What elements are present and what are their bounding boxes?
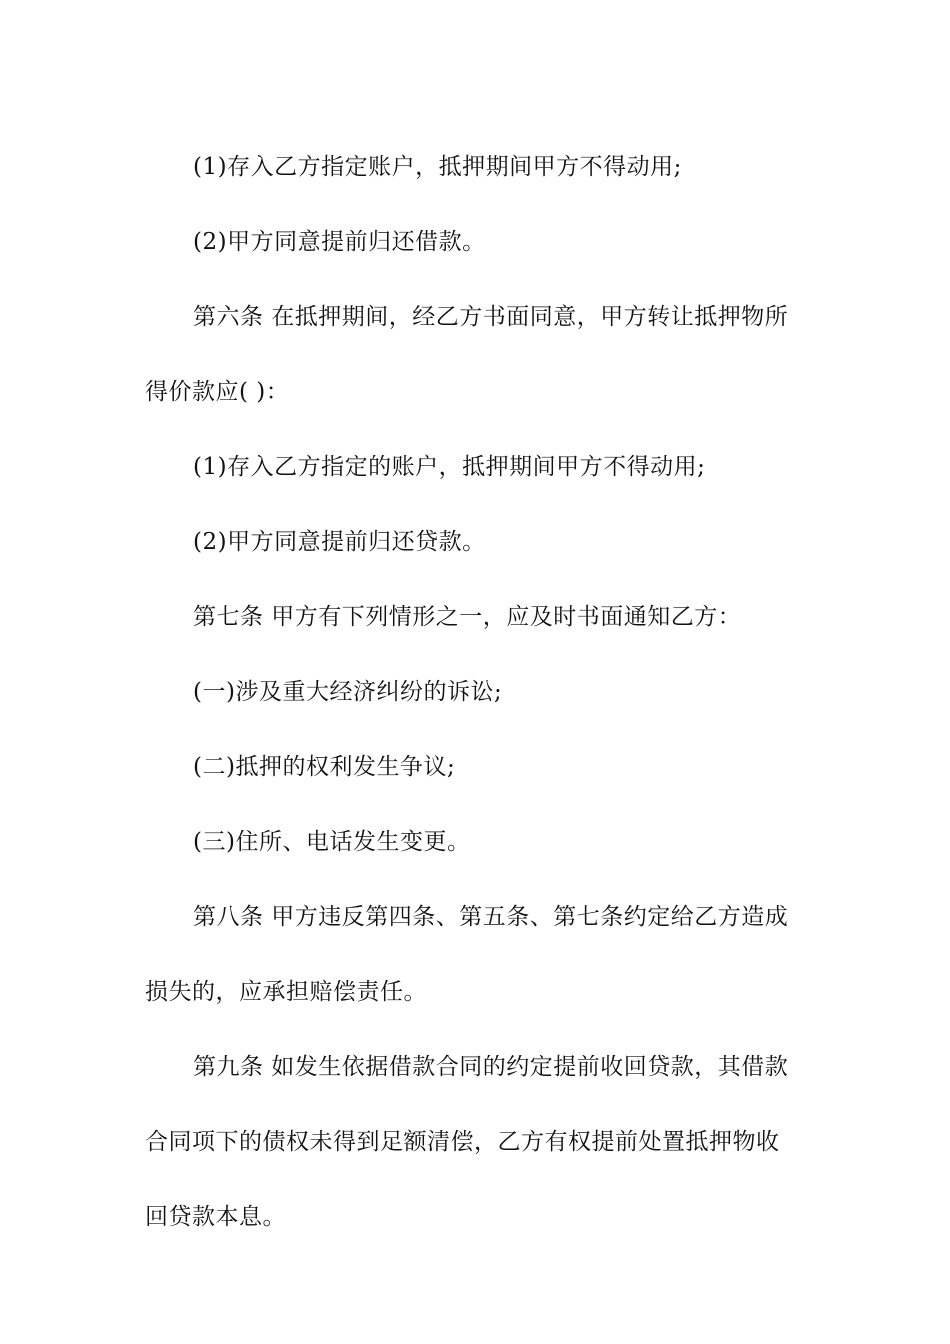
article-7-line: 第七条 甲方有下列情形之一，应及时书面通知乙方： (193, 604, 742, 630)
article-8-continuation: 损失的，应承担赔偿责任。 (145, 979, 427, 1005)
clause-line: (1)存入乙方指定账户，抵押期间甲方不得动用; (193, 154, 682, 180)
clause-line: (2)甲方同意提前归还借款。 (193, 229, 486, 255)
clause-line: (1)存入乙方指定的账户，抵押期间甲方不得动用; (193, 454, 706, 480)
document-body (145, 130, 810, 1255)
article-9-continuation: 回贷款本息。 (145, 1204, 286, 1230)
article-9-continuation: 合同项下的债权未得到足额清偿，乙方有权提前处置抵押物收 (145, 1129, 780, 1155)
clause-line: (2)甲方同意提前归还贷款。 (193, 529, 486, 555)
clause-line: (三)住所、电话发生变更。 (193, 829, 471, 855)
clause-line: (二)抵押的权利发生争议; (193, 754, 456, 780)
article-6-line: 第六条 在抵押期间，经乙方书面同意，甲方转让抵押物所 (193, 304, 789, 330)
article-9-line: 第九条 如发生依据借款合同的约定提前收回贷款，其借款 (193, 1054, 789, 1080)
clause-line: (一)涉及重大经济纠纷的诉讼; (193, 679, 503, 705)
article-6-continuation: 得价款应( )： (145, 379, 290, 405)
article-8-line: 第八条 甲方违反第四条、第五条、第七条约定给乙方造成 (193, 904, 789, 930)
